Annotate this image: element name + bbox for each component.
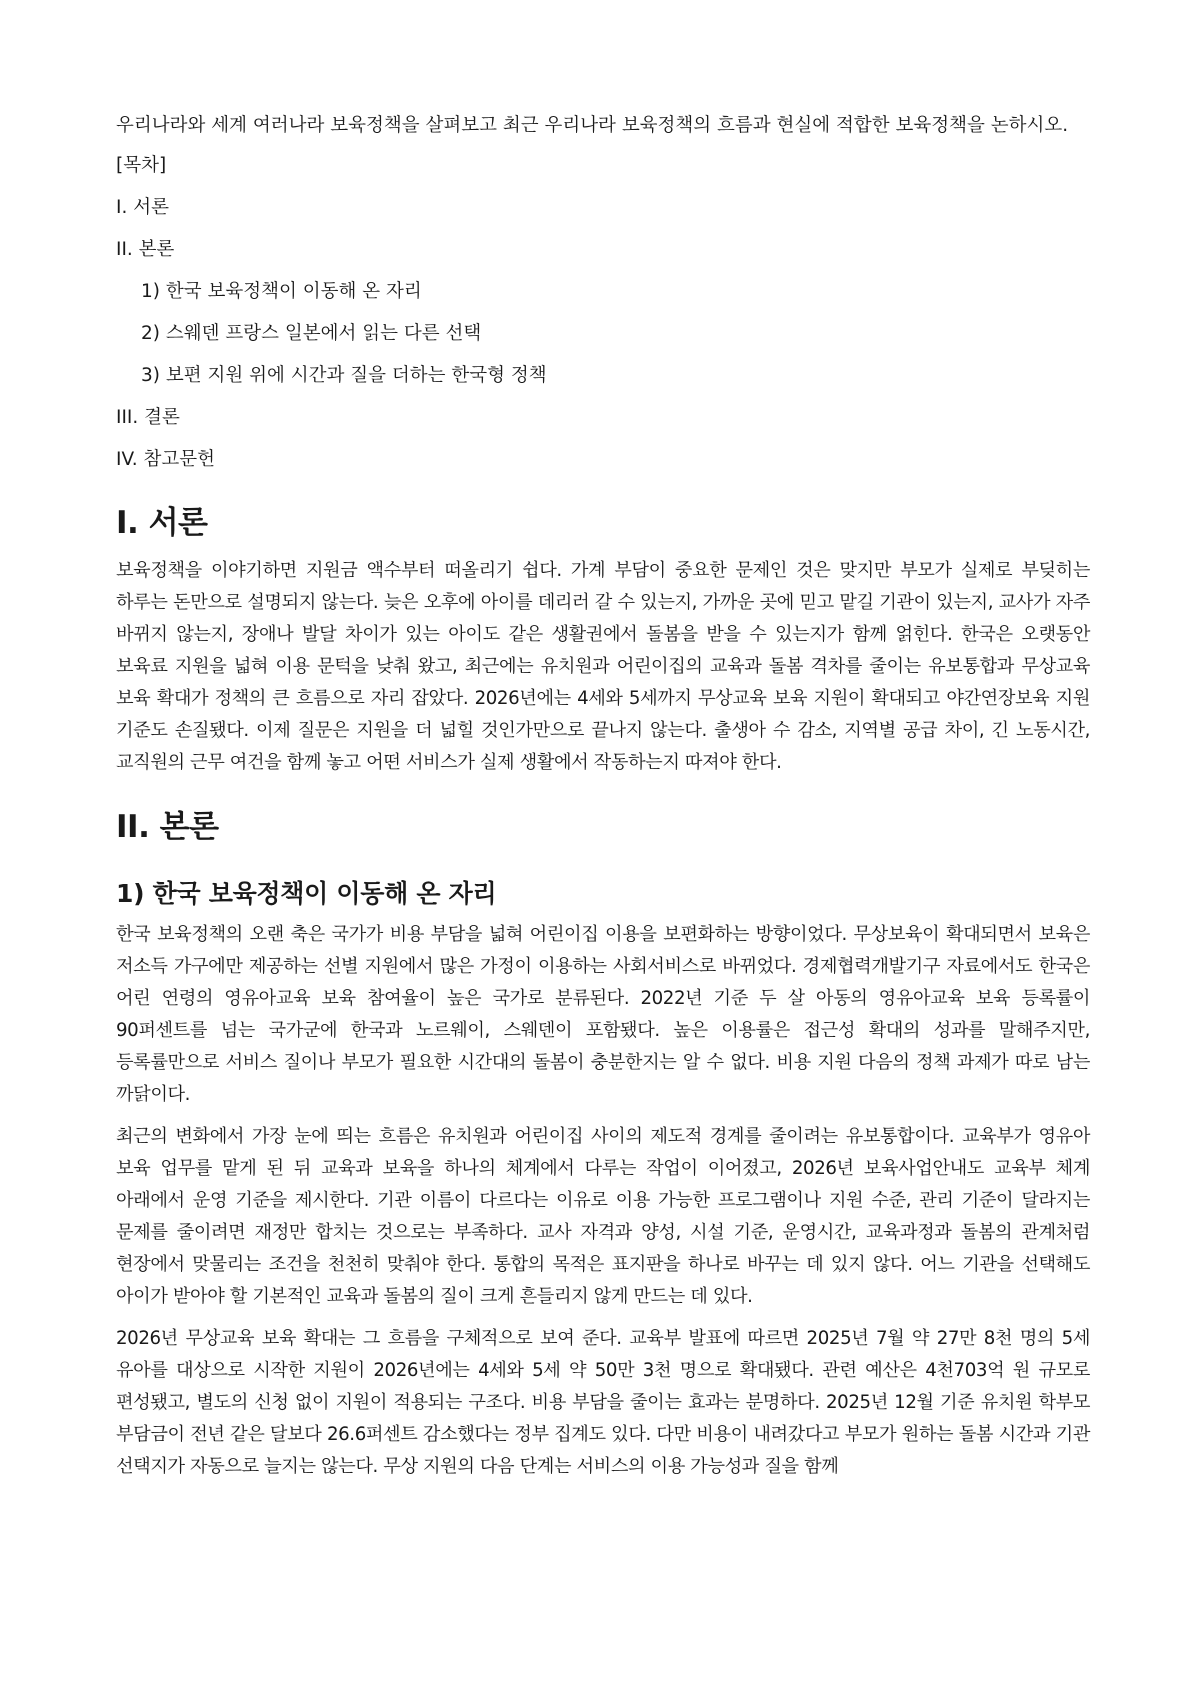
- subsection-heading: 1) 한국 보육정책이 이동해 온 자리: [116, 879, 497, 908]
- intro-paragraph: 보육정책을 이야기하면 지원금 액수부터 떠올리기 쉽다. 가계 부담이 중요한 문제인 것은 맞지만 부모가 실제로 부딪히는 하루는 돈만으로 설명되지 않는다. 늦은 오후에 아이를 데리러 갈 수 있는지, 가까운 곳에 믿고 맡길 기관이 있는지, 교사가 자주 바뀌지 않는지, 장애나 발달 차이가 있는 아이도 같은 생활권에서 돌봄을 받을 수 있는지가 함께 얽힌다. 한국은 오랫동안 보육료 지원을 넓혀 이용 문턱을 낮춰 왔고, 최근에는 유치원과 어린이집의 교육과 돌봄 격차를 줄이는 유보통합과 무상교육 보육 확대가 정책의 큰 흐름으로 자리 잡았다. 2026년에는 4세와 5세까지 무상교육 보육 지원이 확대되고 야간연장보육 지원 기준도 손질됐다. 이제 질문은 지원을 더 넓힐 것인가만으로 끝나지 않는다. 출생아 수 감소, 지역별 공급 차이, 긴 노동시간, 교직원의 근무 여건을 함께 놓고 어떤 서비스가 실제 생활에서 작동하는지 따져야 한다.: [116, 560, 1090, 773]
- toc-item: II. 본론: [116, 239, 175, 260]
- toc-list: [116, 193, 1090, 475]
- body-paragraph: 한국 보육정책의 오랜 축은 국가가 비용 부담을 넓혀 어린이집 이용을 보편화하는 방향이었다. 무상보육이 확대되면서 보육은 저소득 가구에만 제공하는 선별 지원에서 많은 가정이 이용하는 사회서비스로 바뀌었다. 경제협력개발기구 자료에서도 한국은 어린 연령의 영유아교육 보육 참여율이 높은 국가로 분류된다. 2022년 기준 두 살 아동의 영유아교육 보육 등록률이 90퍼센트를 넘는 국가군에 한국과 노르웨이, 스웨덴이 포함됐다. 높은 이용률은 접근성 확대의 성과를 말해주지만, 등록률만으로 서비스 질이나 부모가 필요한 시간대의 돌봄이 충분한지는 알 수 없다. 비용 지원 다음의 정책 과제가 따로 남는 까닭이다.: [116, 924, 1090, 1105]
- section-heading-intro: I. 서론: [116, 505, 208, 541]
- toc-subitem: 1) 한국 보육정책이 이동해 온 자리: [141, 281, 422, 302]
- section-heading-body: II. 본론: [116, 809, 219, 845]
- toc-subitem: 3) 보편 지원 위에 시간과 질을 더하는 한국형 정책: [141, 365, 547, 386]
- toc-item: III. 결론: [116, 407, 180, 428]
- assignment-prompt: 우리나라와 세계 여러나라 보육정책을 살펴보고 최근 우리나라 보육정책의 흐름과 현실에 적합한 보육정책을 논하시오.: [116, 115, 1069, 136]
- toc-item: IV. 참고문헌: [116, 449, 215, 470]
- toc-title: [목차]: [116, 155, 167, 176]
- toc-subitem: 2) 스웨덴 프랑스 일본에서 읽는 다른 선택: [141, 323, 482, 344]
- body-paragraph: 2026년 무상교육 보육 확대는 그 흐름을 구체적으로 보여 준다. 교육부 발표에 따르면 2025년 7월 약 27만 8천 명의 5세 유아를 대상으로 시작한 지원이 2026년에는 4세와 5세 약 50만 3천 명으로 확대됐다. 관련 예산은 4천703억 원 규모로 편성됐고, 별도의 신청 없이 지원이 적용되는 구조다. 비용 부담을 줄이는 효과는 분명하다. 2025년 12월 기준 유치원 학부모 부담금이 전년 같은 달보다 26.6퍼센트 감소했다는 정부 집계도 있다. 다만 비용이 내려갔다고 부모가 원하는 돌봄 시간과 기관 선택지가 자동으로 늘지는 않는다. 무상 지원의 다음 단계는 서비스의 이용 가능성과 질을 함께: [116, 1328, 1090, 1477]
- table-of-contents: [116, 151, 1090, 475]
- body-paragraph: 최근의 변화에서 가장 눈에 띄는 흐름은 유치원과 어린이집 사이의 제도적 경계를 줄이려는 유보통합이다. 교육부가 영유아 보육 업무를 맡게 된 뒤 교육과 보육을 하나의 체계에서 다루는 작업이 이어졌고, 2026년 보육사업안내도 교육부 체계 아래에서 운영 기준을 제시한다. 기관 이름이 다르다는 이유로 이용 가능한 프로그램이나 지원 수준, 관리 기준이 달라지는 문제를 줄이려면 재정만 합치는 것으로는 부족하다. 교사 자격과 양성, 시설 기준, 운영시간, 교육과정과 돌봄의 관계처럼 현장에서 맞물리는 조건을 천천히 맞춰야 한다. 통합의 목적은 표지판을 하나로 바꾸는 데 있지 않다. 어느 기관을 선택해도 아이가 받아야 할 기본적인 교육과 돌봄의 질이 크게 흔들리지 않게 만드는 데 있다.: [116, 1126, 1090, 1307]
- toc-item: I. 서론: [116, 197, 169, 218]
